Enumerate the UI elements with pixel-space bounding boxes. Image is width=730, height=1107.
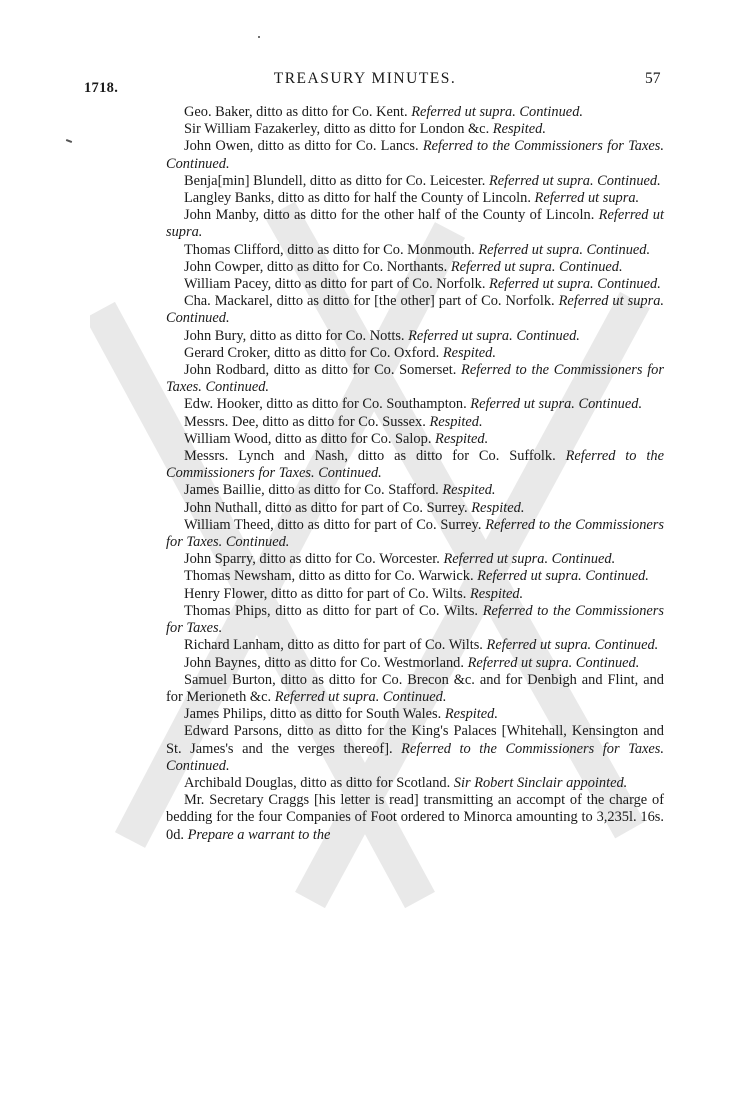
- entry-text: William Theed, ditto as ditto for part of Co. Surrey.: [184, 516, 482, 533]
- minute-entry: [166, 431, 664, 448]
- minute-entry: [166, 637, 664, 654]
- entry-text: Gerard Croker, ditto as ditto for Co. Oxford.: [184, 344, 440, 361]
- minute-entry: [166, 293, 664, 327]
- minute-entry: [166, 276, 664, 293]
- entry-decision: Respited.: [435, 430, 489, 447]
- entry-text: John Baynes, ditto as ditto for Co. Westmorland.: [184, 654, 464, 671]
- entry-text: Archibald Douglas, ditto as ditto for Scotland.: [184, 774, 451, 791]
- minute-entry: [166, 603, 664, 637]
- entry-decision: Referred to the Commissioners for Taxes. Continued.: [166, 138, 664, 172]
- margin-dash: [66, 139, 72, 143]
- entry-text: James Philips, ditto as ditto for South Wales.: [184, 706, 442, 723]
- page-header: [0, 70, 730, 94]
- minute-entry: [166, 414, 664, 431]
- minute-entry: [166, 723, 664, 775]
- entry-decision: Respited.: [442, 482, 496, 499]
- entry-decision: Referred to the Commissioners for Taxes. Continued.: [166, 362, 664, 396]
- entry-decision: Referred ut supra. Continued.: [478, 241, 651, 258]
- entry-decision: Referred ut supra. Continued.: [408, 327, 580, 344]
- running-title: TREASURY MINUTES.: [273, 70, 457, 87]
- minute-entry: [166, 448, 664, 482]
- entry-text: Messrs. Lynch and Nash, ditto as ditto for Co. Suffolk.: [184, 448, 556, 465]
- entry-text: Thomas Newsham, ditto as ditto for Co. Warwick.: [184, 568, 474, 585]
- entry-decision: Respited.: [492, 121, 546, 138]
- minute-entry: [166, 328, 664, 345]
- entry-decision: Referred ut supra. Continued.: [411, 104, 583, 120]
- minute-entry: [166, 396, 664, 413]
- entry-decision: Referred ut supra. Continued.: [489, 276, 661, 293]
- minute-entry: [166, 190, 664, 207]
- minute-entry: [166, 792, 664, 844]
- margin-year: 1718.: [84, 80, 119, 96]
- minute-entry: [166, 568, 664, 585]
- entry-decision: Respited.: [442, 344, 496, 361]
- entry-decision: Referred ut supra. Continued.: [467, 654, 640, 671]
- entry-decision: Referred ut supra. Continued.: [470, 396, 643, 413]
- entry-decision: Respited.: [469, 585, 524, 602]
- minute-entry: [166, 655, 664, 672]
- entry-decision: Referred ut supra. Continued.: [450, 258, 623, 275]
- minute-entry: [166, 345, 664, 362]
- entry-decision: Referred ut supra. Continued.: [477, 568, 649, 585]
- entry-text: Geo. Baker, ditto as ditto for Co. Kent.: [184, 104, 408, 120]
- minute-entry: [166, 104, 664, 121]
- entry-text: William Pacey, ditto as ditto for part of Co. Norfolk.: [184, 276, 486, 293]
- entry-text: Edward Parsons, ditto as ditto for the King's Palaces [Whitehall, Kensington and St. James's and the verges thereof].: [166, 723, 664, 757]
- entry-text: Edw. Hooker, ditto as ditto for Co. Southampton.: [184, 396, 467, 413]
- entry-decision: Referred to the Commissioners for Taxes. Continued.: [166, 516, 664, 551]
- minutes-body: [166, 104, 664, 844]
- entry-text: William Wood, ditto as ditto for Co. Salop.: [184, 430, 432, 447]
- stray-dot: [258, 36, 260, 38]
- entry-text: Henry Flower, ditto as ditto for part of Co. Wilts.: [184, 585, 467, 602]
- minute-entry: [166, 517, 664, 551]
- entry-text: Cha. Mackarel, ditto as ditto for [the other] part of Co. Norfolk.: [184, 293, 555, 310]
- entry-text: Messrs. Dee, ditto as ditto for Co. Sussex.: [184, 413, 426, 430]
- entry-decision: Sir Robert Sinclair appointed.: [453, 774, 628, 791]
- minute-entry: [166, 121, 664, 138]
- entry-decision: Referred to the Commissioners for Taxes.: [166, 602, 664, 637]
- minute-entry: [166, 482, 664, 499]
- entry-text: John Bury, ditto as ditto for Co. Notts.: [184, 327, 405, 344]
- entry-text: Richard Lanham, ditto as ditto for part of Co. Wilts.: [184, 637, 483, 654]
- minute-entry: [166, 775, 664, 792]
- entry-decision: Respited.: [444, 706, 498, 723]
- entry-text: John Rodbard, ditto as ditto for Co. Somerset.: [184, 362, 457, 379]
- minute-entry: [166, 672, 664, 706]
- entry-decision: Referred ut supra. Continued.: [274, 688, 447, 705]
- entry-decision: Prepare a warrant to the: [187, 826, 331, 843]
- minute-entry: [166, 500, 664, 517]
- minute-entry: [166, 362, 664, 396]
- entry-text: Sir William Fazakerley, ditto as ditto for London &c.: [184, 121, 490, 138]
- entry-decision: Referred to the Commissioners for Taxes. Continued.: [166, 740, 664, 774]
- minute-entry: [166, 207, 664, 241]
- minute-entry: [166, 242, 664, 259]
- minute-entry: [166, 173, 664, 190]
- entry-text: John Sparry, ditto as ditto for Co. Worcester.: [184, 551, 440, 568]
- entry-text: Mr. Secretary Craggs [his letter is read] transmitting an accompt of the charge of bedding for the four Companies of Foot ordered to Minorca amounting to 3,235l. 16s. 0d.: [166, 792, 664, 843]
- entry-decision: Respited.: [429, 413, 483, 430]
- minute-entry: [166, 586, 664, 603]
- entry-text: Benja[min] Blundell, ditto as ditto for Co. Leicester.: [184, 172, 486, 189]
- entry-decision: Referred ut supra.: [166, 207, 664, 241]
- entry-text: Thomas Clifford, ditto as ditto for Co. Monmouth.: [184, 241, 475, 258]
- entry-text: John Nuthall, ditto as ditto for part of Co. Surrey.: [184, 499, 468, 516]
- entry-text: John Manby, ditto as ditto for the other half of the County of Lincoln.: [184, 207, 595, 224]
- entry-text: Thomas Phips, ditto as ditto for part of Co. Wilts.: [184, 602, 479, 619]
- minute-entry: [166, 259, 664, 276]
- entry-text: Samuel Burton, ditto as ditto for Co. Brecon &c. and for Denbigh and Flint, and for Merioneth &c.: [166, 671, 664, 705]
- entry-text: John Owen, ditto as ditto for Co. Lancs.: [184, 138, 419, 155]
- entry-text: John Cowper, ditto as ditto for Co. Northants.: [184, 258, 448, 275]
- entry-decision: Referred ut supra. Continued.: [488, 172, 661, 189]
- entry-decision: Referred ut supra. Continued.: [486, 637, 659, 654]
- entry-decision: Referred ut supra. Continued.: [166, 293, 664, 327]
- page-number: 57: [645, 70, 661, 87]
- minute-entry: [166, 551, 664, 568]
- entry-decision: Respited.: [471, 499, 525, 516]
- entry-decision: Referred to the Commissioners for Taxes. Continued.: [166, 448, 664, 482]
- entry-decision: Referred ut supra. Continued.: [443, 551, 616, 568]
- entry-decision: Referred ut supra.: [534, 190, 640, 207]
- minute-entry: [166, 138, 664, 172]
- entry-text: Langley Banks, ditto as ditto for half the County of Lincoln.: [184, 190, 531, 207]
- entry-text: James Baillie, ditto as ditto for Co. Stafford.: [184, 482, 439, 499]
- minute-entry: [166, 706, 664, 723]
